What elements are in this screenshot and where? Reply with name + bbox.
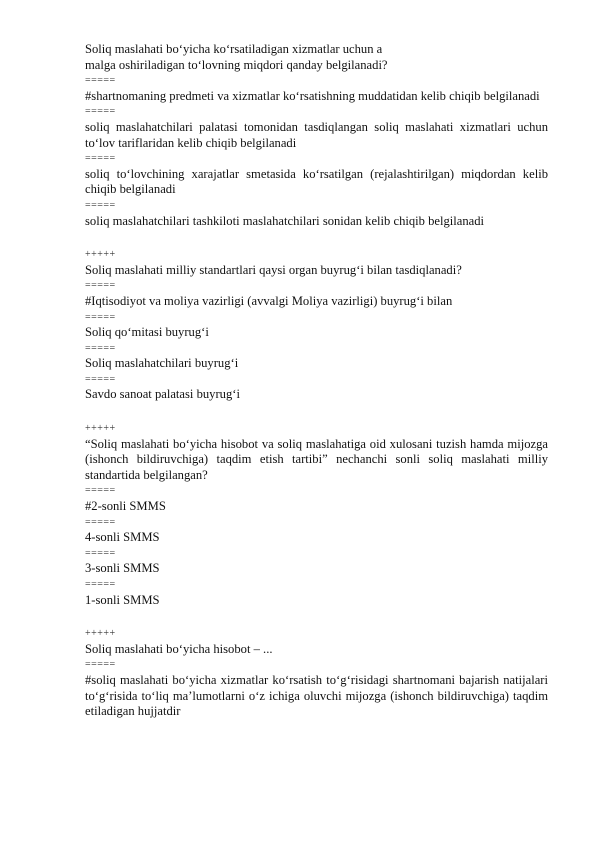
- question-2-option-4: Savdo sanoat palatasi buyrug‘i: [85, 387, 240, 402]
- option-separator: =====: [85, 311, 116, 323]
- question-1-option-2: soliq maslahatchilari palatasi tomonidan tasdiqlangan soliq maslahati xizmatlari uchun to‘lov tariflaridan kelib chiqib belgilanadi: [85, 119, 548, 150]
- question-block-4: [85, 642, 548, 720]
- option-separator: =====: [85, 153, 116, 165]
- question-separator: +++++: [85, 423, 116, 435]
- question-block-3: [85, 437, 548, 609]
- question-3-option-2: 4-sonli SMMS: [85, 530, 160, 545]
- question-2-option-1: #Iqtisodiyot va moliya vazirligi (avvalgi Moliya vazirligi) buyrug‘i bilan: [85, 293, 453, 308]
- question-2-option-2: Soliq qo‘mitasi buyrug‘i: [85, 325, 209, 340]
- question-1-option-4: soliq maslahatchilari tashkiloti maslahatchilari sonidan kelib chiqib belgilanadi: [85, 213, 485, 228]
- question-3-option-1: #2-sonli SMMS: [85, 499, 166, 514]
- option-separator: =====: [85, 547, 116, 559]
- option-separator: =====: [85, 579, 116, 590]
- question-block-1: [85, 42, 548, 229]
- document-content: [85, 42, 548, 720]
- question-block-2: [85, 263, 548, 403]
- question-4-option-1: #soliq maslahati bo‘yicha xizmatlar ko‘rsatish to‘g‘risidagi shartnomani bajarish natijalari to‘g‘risida to‘liq ma’lumotlarni o‘z ichiga oluvchi mijozga (ishonch bildiruvchiga) taqdim etiladigan hujjatdir: [85, 672, 548, 719]
- question-2-option-3: Soliq maslahatchilari buyrug‘i: [85, 356, 239, 371]
- option-separator: =====: [85, 659, 116, 671]
- question-3-text: “Soliq maslahati bo‘yicha hisobot va soliq maslahatiga oid xulosani tuzish hamda mijozga (ishonch bildiruvchiga) taqdim etish tartibi” nechanchi sonli soliq maslahati milliy standartida belgilangan?: [85, 436, 548, 482]
- question-separator: +++++: [85, 628, 116, 640]
- option-separator: =====: [85, 106, 116, 118]
- question-separator: +++++: [85, 249, 116, 261]
- option-separator: =====: [85, 373, 116, 385]
- option-separator: =====: [85, 342, 116, 354]
- question-2-text: Soliq maslahati milliy standartlari qaysi organ buyrug‘i bilan tasdiqlanadi?: [85, 262, 462, 277]
- question-1-option-3: soliq to‘lovchining xarajatlar smetasida ko‘rsatilgan (rejalashtirilgan) miqdordan kelib chiqib belgilanadi: [85, 166, 548, 197]
- option-separator: =====: [85, 280, 116, 292]
- question-3-option-4: 1-sonli SMMS: [85, 592, 160, 607]
- question-4-text: Soliq maslahati bo‘yicha hisobot – ...: [85, 641, 273, 656]
- question-1-line-2: malga oshiriladigan to‘lovning miqdori qanday belgilanadi?: [85, 57, 388, 72]
- option-separator: =====: [85, 485, 116, 497]
- option-separator: =====: [85, 199, 116, 211]
- option-separator: =====: [85, 75, 116, 87]
- option-separator: =====: [85, 516, 116, 528]
- question-1-line-1: Soliq maslahati bo‘yicha ko‘rsatiladigan xizmatlar uchun a: [85, 42, 383, 56]
- question-3-option-3: 3-sonli SMMS: [85, 561, 160, 576]
- question-1-option-1: #shartnomaning predmeti va xizmatlar ko‘rsatishning muddatidan kelib chiqib belgilanadi: [85, 88, 540, 103]
